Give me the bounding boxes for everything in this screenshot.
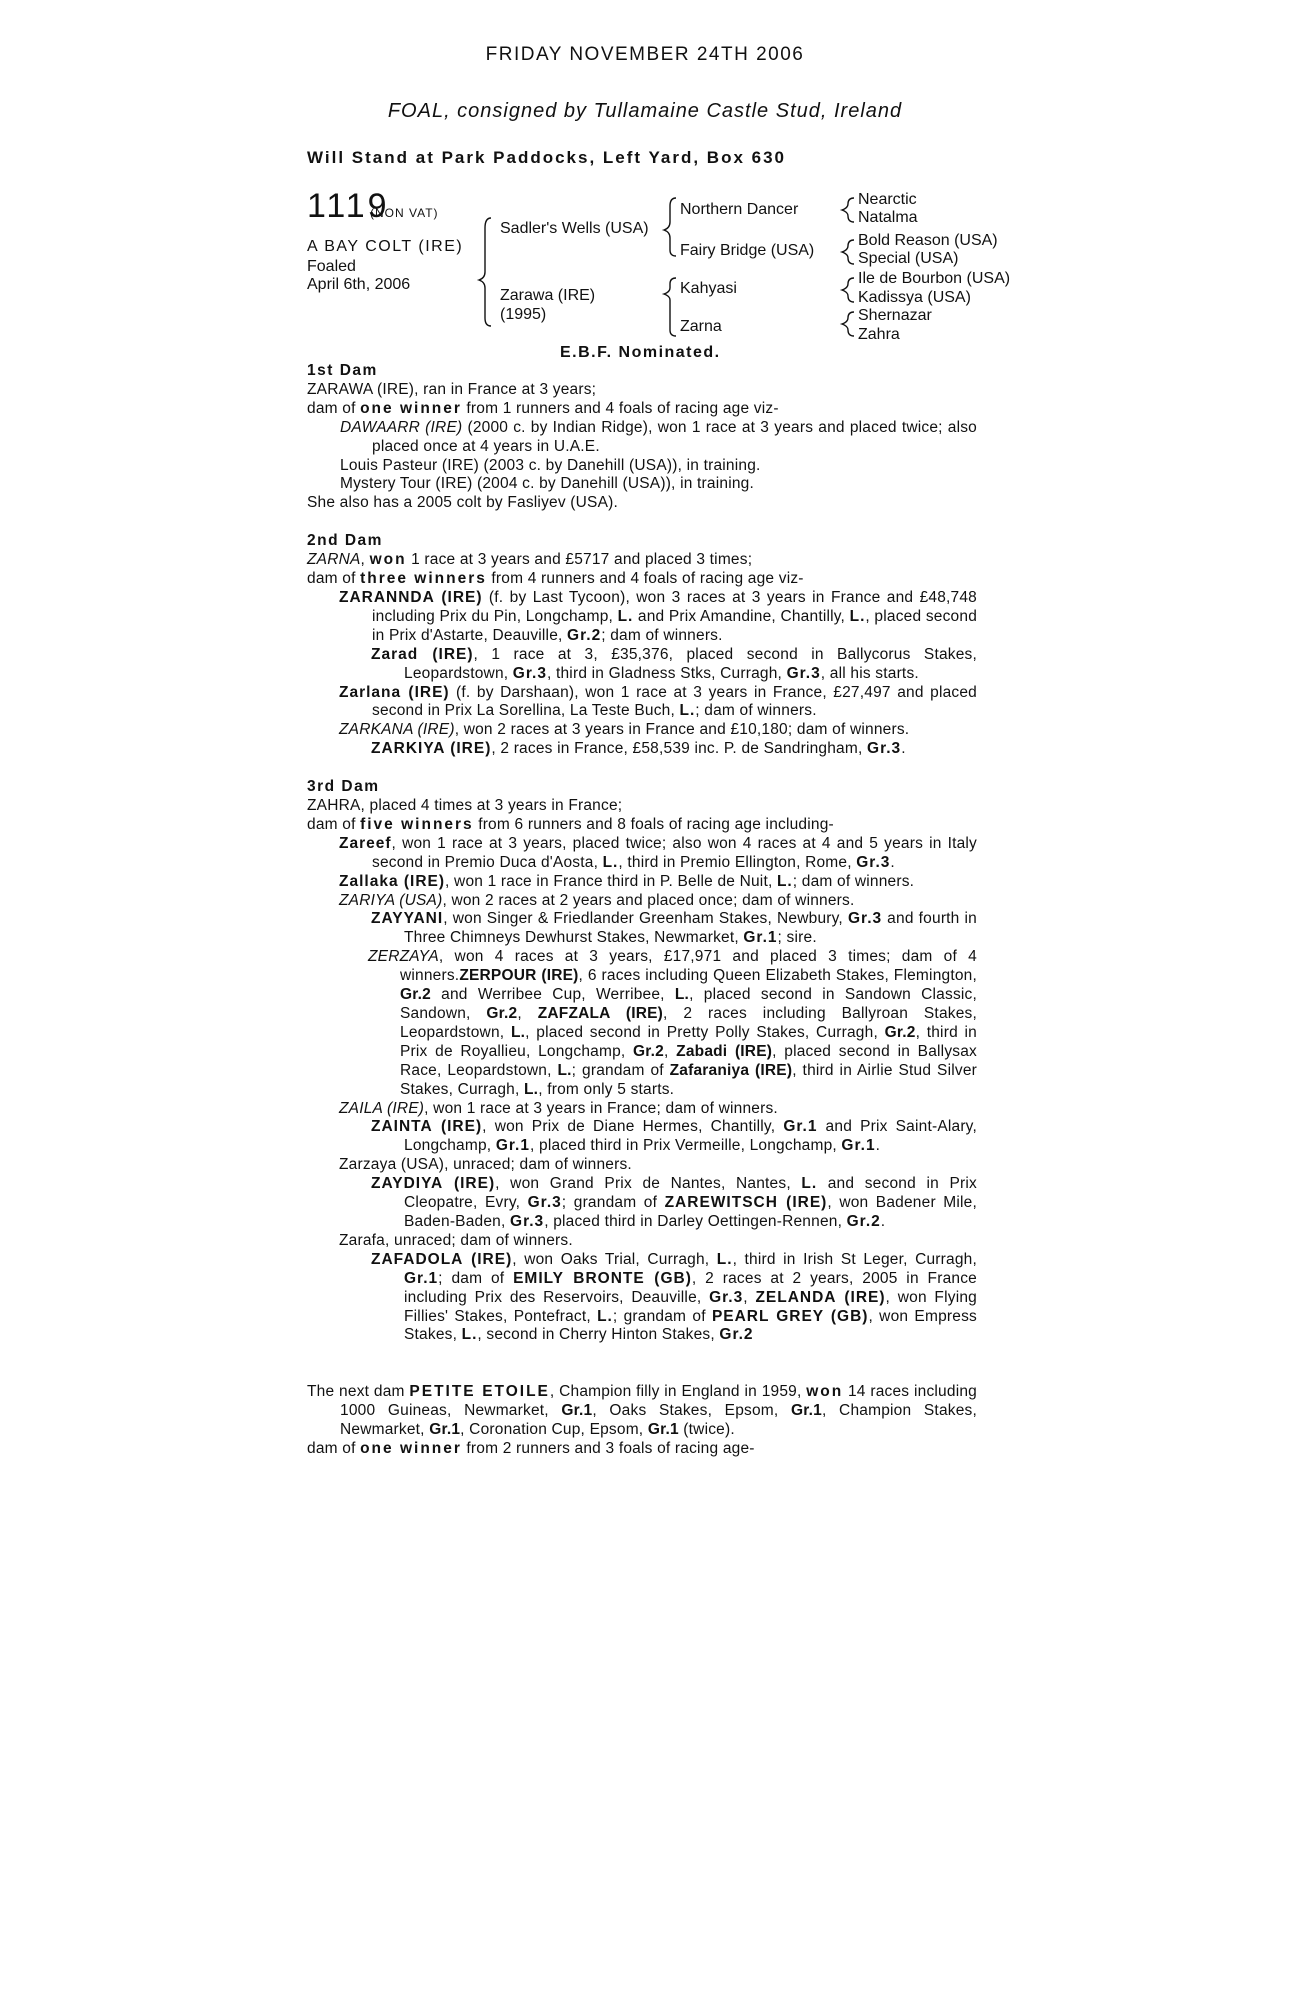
third-dam-line-1: ZAHRA, placed 4 times at 3 years in France; — [307, 797, 623, 815]
pedigree-g6: Kadissya (USA) — [858, 289, 971, 306]
pedigree-g7: Shernazar — [858, 307, 932, 324]
consignment-line: FOAL, consigned by Tullamaine Castle Stud, Ireland — [387, 100, 903, 122]
pedigree-sire-sire: Northern Dancer — [680, 201, 799, 218]
third-dam-produce-6: Zarafa, unraced; dam of winners. — [339, 1231, 573, 1249]
next-dam-line-2: dam of one winner from 2 runners and 3 foals of racing age- — [307, 1440, 755, 1458]
pedigree-dam-sire: Kahyasi — [680, 280, 737, 297]
third-dam-grandproduce-4: ZAYDIYA (IRE), won Grand Prix de Nantes, Nantes, L. and second in Prix Cleopatre, Evry, Gr.3; grandam of ZAREWITSCH (IRE), won Badener Mile, Baden-Baden, Gr.3, placed third in Darley Oettingen-Rennen, Gr.2. — [371, 1175, 978, 1230]
first-dam-title: 1st Dam — [307, 362, 378, 379]
next-dam-line-1: The next dam PETITE ETOILE, Champion filly in England in 1959, won 14 races including 1000 Guineas, Newmarket, Gr.1, Oaks Stakes, Epsom, Gr.1, Champion Stakes, Newmarket, Gr.1, Coronation Cup, Epsom, Gr.1 (twice). — [307, 1383, 977, 1439]
second-dam-title: 2nd Dam — [307, 532, 383, 550]
lot-description: A BAY COLT (IRE) — [307, 238, 464, 255]
third-dam-grandproduce-2: ZERZAYA, won 4 races at 3 years, £17,971 and placed 3 times; dam of 4 winners.ZERPOUR (IRE), 6 races including Queen Elizabeth Stakes, Flemington, Gr.2 and Werribee Cup, Werribee, L., placed second in Sandown Classic, Sandown, Gr.2, ZAFZALA (IRE), 2 races including Ballyroan Stakes, Leopardstown, L., placed second in Pretty Polly Stakes, Curragh, Gr.2, third in Prix de Royallieu, Longchamp, Gr.2, Zabadi (IRE), placed second in Ballysax Race, Leopardstown, L.; grandam of Zafaraniya (IRE), third in Airlie Stud Silver Stakes, Curragh, L., from only 5 starts. — [368, 948, 978, 1098]
first-dam-line-1: ZARAWA (IRE), ran in France at 3 years; — [307, 380, 597, 398]
second-dam-produce-3: ZARKANA (IRE), won 2 races at 3 years in France and £10,180; dam of winners. — [339, 721, 910, 739]
foaled-date: April 6th, 2006 — [307, 276, 411, 293]
second-dam-line-2: dam of three winners from 4 runners and 4 foals of racing age viz- — [307, 570, 804, 588]
third-dam-produce-1: Zareef, won 1 race at 3 years, placed twice; also won 4 races at 4 and 5 years in Italy second in Premio Duca d'Aosta, L., third in Premio Ellington, Rome, Gr.3. — [339, 834, 977, 871]
second-dam-produce-1: ZARANNDA (IRE) (f. by Last Tycoon), won 3 races at 3 years in France and £48,748 including Prix du Pin, Longchamp, L. and Prix Amandine, Chantilly, L., placed second in Prix d'Astarte, Deauville, Gr.2; dam of winners. — [339, 588, 978, 644]
third-dam-produce-5: Zarzaya (USA), unraced; dam of winners. — [339, 1156, 632, 1174]
pedigree-dam-dam: Zarna — [680, 318, 722, 335]
pedigree-g1: Nearctic — [858, 191, 917, 208]
first-dam-produce-1: DAWAARR (IRE) (2000 c. by Indian Ridge), won 1 race at 3 years and placed twice; also placed once at 4 years in U.A.E. — [340, 418, 977, 455]
second-dam-produce-2: Zarlana (IRE) (f. by Darshaan), won 1 race at 3 years in France, £27,497 and placed second in Prix La Sorellina, La Teste Buch, L.; dam of winners. — [339, 683, 977, 720]
third-dam-produce-3: ZARIYA (USA), won 2 races at 2 years and placed once; dam of winners. — [339, 891, 855, 909]
pedigree-g4: Special (USA) — [858, 250, 959, 267]
lot-number: 1119 — [307, 187, 390, 225]
ebf-nomination: E.B.F. Nominated. — [560, 344, 721, 361]
pedigree-sire: Sadler's Wells (USA) — [500, 220, 649, 237]
pedigree-g5: Ile de Bourbon (USA) — [858, 270, 1011, 287]
third-dam-grandproduce-5: ZAFADOLA (IRE), won Oaks Trial, Curragh, L., third in Irish St Leger, Curragh, Gr.1; dam of EMILY BRONTE (GB), 2 races at 2 years, 2005 in France including Prix des Reservoirs, Deauville, Gr.3, ZELANDA (IRE), won Flying Fillies' Stakes, Pontefract, L.; grandam of PEARL GREY (GB), won Empress Stakes, L., second in Cherry Hinton Stakes, Gr.2 — [371, 1250, 977, 1344]
pedigree-braces — [0, 0, 1290, 360]
first-dam-line-6: She also has a 2005 colt by Fasliyev (USA). — [307, 494, 618, 512]
sale-date: FRIDAY NOVEMBER 24TH 2006 — [485, 44, 805, 65]
pedigree-sire-dam: Fairy Bridge (USA) — [680, 242, 815, 259]
first-dam-produce-3: Mystery Tour (IRE) (2004 c. by Danehill (USA)), in training. — [340, 475, 754, 493]
pedigree-dam: Zarawa (IRE) — [500, 287, 596, 304]
first-dam-produce-2: Louis Pasteur (IRE) (2003 c. by Danehill (USA)), in training. — [340, 456, 761, 474]
foaled-label: Foaled — [307, 258, 356, 275]
third-dam-grandproduce-1: ZAYYANI, won Singer & Friedlander Greenham Stakes, Newbury, Gr.3 and fourth in Three Chimneys Dewhurst Stakes, Newmarket, Gr.1; sire. — [371, 910, 977, 947]
pedigree-g8: Zahra — [858, 326, 900, 343]
third-dam-line-2: dam of five winners from 6 runners and 8 foals of racing age including- — [307, 815, 834, 833]
pedigree-g2: Natalma — [858, 209, 918, 226]
third-dam-produce-2: Zallaka (IRE), won 1 race in France third in P. Belle de Nuit, L.; dam of winners. — [339, 872, 915, 890]
vat-status: (NON VAT) — [370, 206, 439, 220]
stand-location: Will Stand at Park Paddocks, Left Yard, Box 630 — [307, 148, 786, 167]
second-dam-line-1: ZARNA, won 1 race at 3 years and £5717 and placed 3 times; — [307, 551, 753, 569]
produce-record — [307, 362, 977, 1459]
third-dam-grandproduce-3: ZAINTA (IRE), won Prix de Diane Hermes, Chantilly, Gr.1 and Prix Saint-Alary, Longchamp, Gr.1, placed third in Prix Vermeille, Longchamp, Gr.1. — [371, 1118, 977, 1155]
second-dam-grandproduce-1: Zarad (IRE), 1 race at 3, £35,376, placed second in Ballycorus Stakes, Leopardstown, Gr.3, third in Gladness Stks, Curragh, Gr.3, all his starts. — [371, 645, 977, 682]
pedigree-dam-year: (1995) — [500, 306, 547, 323]
second-dam-grandproduce-2: ZARKIYA (IRE), 2 races in France, £58,539 inc. P. de Sandringham, Gr.3. — [371, 740, 906, 758]
first-dam-line-2: dam of one winner from 1 runners and 4 foals of racing age viz- — [307, 399, 779, 417]
pedigree-g3: Bold Reason (USA) — [858, 232, 998, 249]
third-dam-title: 3rd Dam — [307, 778, 380, 796]
third-dam-produce-4: ZAILA (IRE), won 1 race at 3 years in France; dam of winners. — [339, 1099, 778, 1117]
